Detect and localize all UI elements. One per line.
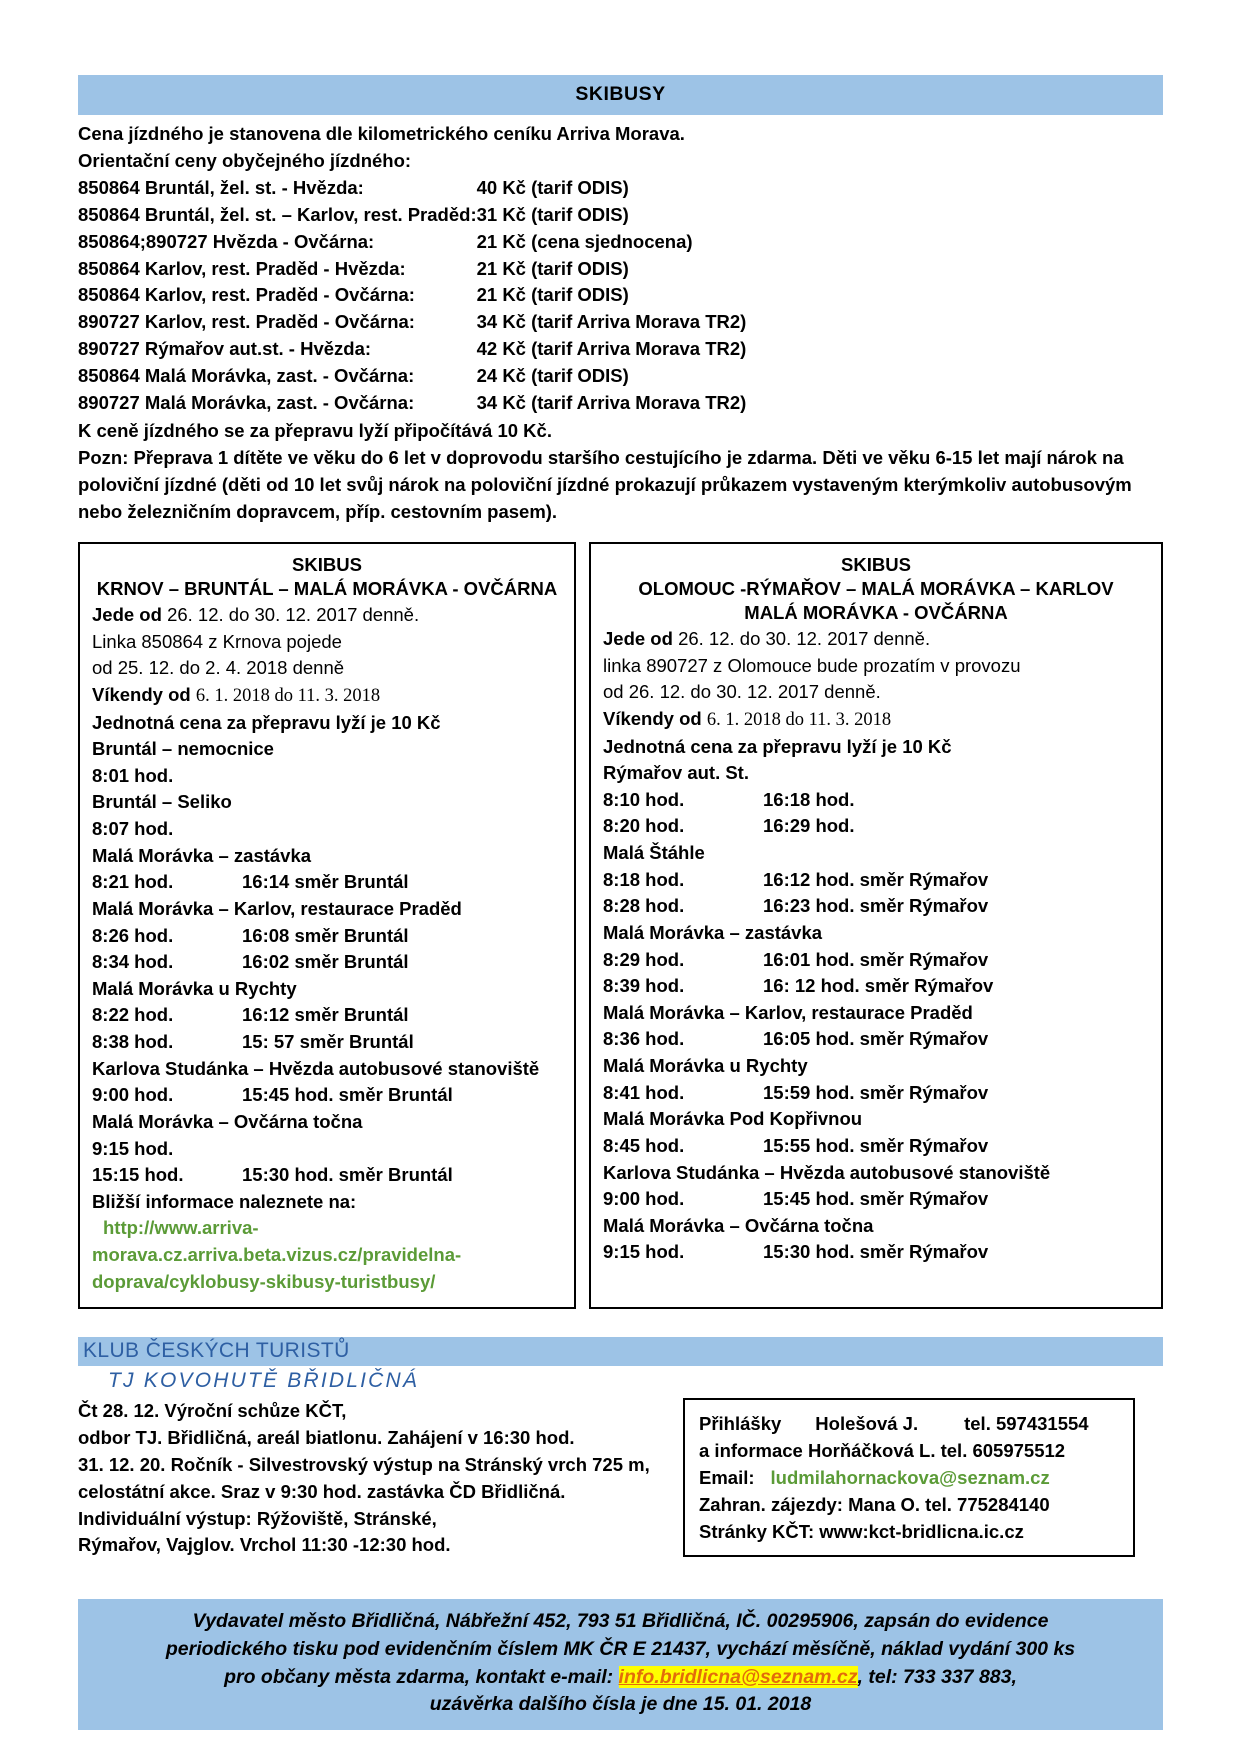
departure-time: 8:07 hod. <box>92 818 174 840</box>
left-more-info: Bližší informace naleznete na: <box>92 1190 357 1212</box>
price-route: 890727 Malá Morávka, zast. - Ovčárna: <box>78 392 415 414</box>
price-fare: 21 Kč (tarif ODIS) <box>476 257 629 279</box>
price-route: 850864 Karlov, rest. Praděd - Hvězda: <box>78 257 406 279</box>
stop-name: Bruntál – nemocnice <box>92 738 274 760</box>
kct-event-line: Čt 28. 12. Výroční schůze KČT, <box>78 1400 347 1422</box>
stop-time-row <box>92 923 562 950</box>
stop-time-row <box>92 1162 562 1189</box>
return-time: 16:12 hod. směr Rýmařov <box>763 868 989 890</box>
stop-name: Karlova Studánka – Hvězda autobusové stanoviště <box>603 1161 1051 1183</box>
kct-contact-box <box>683 1398 1135 1557</box>
skibusy-header-bar: SKIBUSY <box>78 75 1163 115</box>
price-row <box>78 202 746 229</box>
stop-name: Malá Morávka u Rychty <box>603 1055 808 1077</box>
departure-time: 9:15 hod. <box>603 1241 685 1263</box>
arriva-url-line-1: http://www.arriva- <box>103 1217 259 1239</box>
footer-contact-prefix: pro občany města zdarma, kontakt e-mail: <box>224 1665 619 1688</box>
return-time: 16:01 hod. směr Rýmařov <box>763 948 989 970</box>
stop-time-row <box>603 973 1149 1000</box>
contact-line-5: Stránky KČT: www:kct-bridlicna.ic.cz <box>699 1521 1024 1543</box>
right-jede-od-value: 26. 12. do 30. 12. 2017 denně. <box>678 628 931 650</box>
return-time: 16:08 směr Bruntál <box>242 924 409 946</box>
return-time: 16:02 směr Bruntál <box>242 951 409 973</box>
left-stop-list <box>92 736 562 1189</box>
stop-time-row <box>603 1186 1149 1213</box>
return-time: 15:45 hod. směr Bruntál <box>242 1084 453 1106</box>
right-stop-list <box>603 760 1149 1266</box>
stop-time-row <box>92 869 562 896</box>
kct-subtitle: TJ KOVOHUTĚ BŘIDLIČNÁ <box>108 1369 420 1393</box>
contact-line-1 <box>699 1410 1133 1437</box>
contact-email-label: Email: <box>699 1467 755 1489</box>
left-linka-line-2: od 25. 12. do 2. 4. 2018 denně <box>92 657 345 679</box>
skibus-box-krnov-bruntal <box>78 542 576 1309</box>
price-row <box>78 229 746 256</box>
return-time: 15: 57 směr Bruntál <box>242 1031 414 1053</box>
price-route: 850864;890727 Hvězda - Ovčárna: <box>78 230 375 252</box>
departure-time: 8:22 hod. <box>92 1004 174 1026</box>
stop-time-row <box>92 1082 562 1109</box>
schedule-boxes <box>78 542 1163 1309</box>
price-fare: 31 Kč (tarif ODIS) <box>476 203 629 225</box>
return-time: 15:30 hod. směr Rýmařov <box>763 1241 989 1263</box>
publisher-footer <box>78 1599 1163 1730</box>
departure-time: 9:00 hod. <box>92 1084 174 1106</box>
departure-time: 8:41 hod. <box>603 1081 685 1103</box>
price-route: 850864 Bruntál, žel. st. – Karlov, rest. Praděd: <box>78 203 477 225</box>
stop-name: Malá Morávka – Karlov, restaurace Praděd <box>92 897 462 919</box>
stop-time-row <box>603 893 1149 920</box>
kct-event-line: 31. 12. 20. Ročník - Silvestrovský výstup na Stránský vrch 725 m, <box>78 1453 650 1475</box>
price-fare: 42 Kč (tarif Arriva Morava TR2) <box>476 338 747 360</box>
departure-time: 9:15 hod. <box>92 1137 174 1159</box>
right-linka-line-2: od 26. 12. do 30. 12. 2017 denně. <box>603 681 881 703</box>
departure-time: 8:34 hod. <box>92 951 174 973</box>
footer-line-4: uzávěrka dalšího čísla je dne 15. 01. 2018 <box>429 1693 812 1716</box>
stop-time-row <box>92 949 562 976</box>
right-box-schedule <box>603 626 1149 1266</box>
return-time: 16:18 hod. <box>763 788 855 810</box>
intro-text <box>78 121 1163 175</box>
right-box-subtitle-line-2: MALÁ MORÁVKA - OVČÁRNA <box>744 602 1008 624</box>
right-price-note: Jednotná cena za přepravu lyží je 10 Kč <box>603 735 952 757</box>
return-time: 16:29 hod. <box>763 815 855 837</box>
contact-email-address[interactable]: ludmilahornackova@seznam.cz <box>770 1467 1050 1489</box>
departure-time: 8:21 hod. <box>92 871 174 893</box>
right-linka-line-1: linka 890727 z Olomouce bude prozatím v provozu <box>603 654 1021 676</box>
stop-time-row <box>603 813 1149 840</box>
right-vikendy <box>603 706 1149 734</box>
return-time: 16:14 směr Bruntál <box>242 871 409 893</box>
right-jede-od-label: Jede od <box>603 628 673 650</box>
return-time: 15:45 hod. směr Rýmařov <box>763 1188 989 1210</box>
footer-line-1: Vydavatel město Břidličná, Nábřežní 452, 793 51 Břidličná, IČ. 00295906, zapsán do evidence <box>192 1610 1049 1633</box>
departure-time: 8:20 hod. <box>603 815 685 837</box>
price-route: 850864 Bruntál, žel. st. - Hvězda: <box>78 176 364 198</box>
fare-price-table <box>78 175 746 417</box>
departure-time: 8:18 hod. <box>603 868 685 890</box>
stop-time-row <box>92 1136 562 1163</box>
stop-time-row <box>92 1029 562 1056</box>
intro-line-1: Cena jízdného je stanovena dle kilometrického ceníku Arriva Morava. <box>78 123 685 144</box>
kct-event-line: celostátní akce. Sraz v 9:30 hod. zastávka ČD Břidličná. <box>78 1480 566 1502</box>
price-route: 850864 Malá Morávka, zast. - Ovčárna: <box>78 365 415 387</box>
price-row <box>78 390 746 417</box>
departure-time: 8:10 hod. <box>603 788 685 810</box>
left-jede-od-value: 26. 12. do 30. 12. 2017 denně. <box>167 604 420 626</box>
kct-event-line: Individuální výstup: Rýžoviště, Stránské, <box>78 1507 437 1529</box>
stop-name: Karlova Studánka – Hvězda autobusové stanoviště <box>92 1057 540 1079</box>
contact-prihlasky-label: Přihlášky <box>699 1413 782 1435</box>
skibus-box-olomouc-rymarov <box>589 542 1163 1309</box>
departure-time: 8:29 hod. <box>603 948 685 970</box>
contact-line-2: a informace Horňáčková L. tel. 605975512 <box>699 1440 1066 1462</box>
stop-name: Malá Morávka – Karlov, restaurace Praděd <box>603 1001 973 1023</box>
footer-line-3 <box>92 1664 1149 1692</box>
left-vikendy <box>92 682 562 710</box>
footer-contact-suffix: , tel: 733 337 883, <box>857 1665 1017 1688</box>
right-vikendy-label: Víkendy od <box>603 707 702 729</box>
return-time: 16:23 hod. směr Rýmařov <box>763 895 989 917</box>
departure-time: 8:36 hod. <box>603 1028 685 1050</box>
pozn-line-1: Pozn: Přeprava 1 dítěte ve věku do 6 let v doprovodu staršího cestujícího je zdarma. Děti ve věku 6-15 let mají nárok na <box>78 446 1124 468</box>
right-box-title: SKIBUS <box>841 553 911 575</box>
left-box-subtitle: KRNOV – BRUNTÁL – MALÁ MORÁVKA - OVČÁRNA <box>96 578 558 600</box>
return-time: 16: 12 hod. směr Rýmařov <box>763 975 994 997</box>
departure-time: 8:38 hod. <box>92 1031 174 1053</box>
left-jede-od-label: Jede od <box>92 604 162 626</box>
pozn-line-2: poloviční jízdné (děti od 10 let svůj nárok na poloviční jízdné prokazují průkazem vystaveným kterýmkoliv autobusovým <box>78 473 1132 495</box>
kct-section <box>78 1337 1163 1559</box>
stop-name: Malá Morávka Pod Kopřivnou <box>603 1108 863 1130</box>
stop-time-row <box>92 1002 562 1029</box>
kct-event-line: Rýmařov, Vajglov. Vrchol 11:30 -12:30 hod. <box>78 1534 451 1556</box>
return-time: 16:12 směr Bruntál <box>242 1004 409 1026</box>
price-fare: 24 Kč (tarif ODIS) <box>476 365 629 387</box>
price-fare: 40 Kč (tarif ODIS) <box>476 176 629 198</box>
contact-phone: tel. 597431554 <box>964 1413 1089 1435</box>
price-fare: 21 Kč (cena sjednocena) <box>476 230 693 252</box>
left-vikendy-label: Víkendy od <box>92 683 191 705</box>
return-time: 15:30 hod. směr Bruntál <box>242 1164 453 1186</box>
departure-time: 8:45 hod. <box>603 1134 685 1156</box>
pozn-line-3: nebo železničním dopravcem, příp. cestovním pasem). <box>78 500 558 522</box>
kct-body <box>78 1398 1163 1559</box>
price-fare: 21 Kč (tarif ODIS) <box>476 284 629 306</box>
stop-name: Malá Morávka – Ovčárna točna <box>603 1214 874 1236</box>
departure-time: 8:28 hod. <box>603 895 685 917</box>
kct-event-line: odbor TJ. Břidličná, areál biatlonu. Zahájení v 16:30 hod. <box>78 1427 575 1449</box>
stop-name: Rýmařov aut. St. <box>603 762 749 784</box>
price-row <box>78 336 746 363</box>
left-linka-line-1: Linka 850864 z Krnova pojede <box>92 630 342 652</box>
stop-time-row <box>603 1080 1149 1107</box>
stop-name: Malá Štáhle <box>603 842 705 864</box>
stop-name: Bruntál – Seliko <box>92 791 232 813</box>
departure-time: 9:00 hod. <box>603 1188 685 1210</box>
left-jede-od <box>92 602 562 629</box>
return-time: 15:55 hod. směr Rýmařov <box>763 1134 989 1156</box>
footer-line-2: periodického tisku pod evidenčním číslem MK ČR E 21437, vychází měsíčně, náklad vydání 300 ks <box>165 1637 1076 1660</box>
contact-line-4: Zahran. zájezdy: Mana O. tel. 775284140 <box>699 1494 1050 1516</box>
left-box-title: SKIBUS <box>292 553 362 575</box>
left-price-note: Jednotná cena za přepravu lyží je 10 Kč <box>92 711 441 733</box>
newsletter-page <box>78 0 1163 1730</box>
departure-time: 15:15 hod. <box>92 1164 184 1186</box>
price-row <box>78 363 746 390</box>
stop-time-row <box>603 1239 1149 1266</box>
price-fare: 34 Kč (tarif Arriva Morava TR2) <box>476 311 747 333</box>
stop-time-row <box>92 816 562 843</box>
price-row <box>78 282 746 309</box>
contact-line-3 <box>699 1464 1133 1491</box>
stop-time-row <box>603 867 1149 894</box>
kct-event-list <box>78 1398 658 1559</box>
fare-notes <box>78 417 1163 525</box>
price-row <box>78 256 746 283</box>
stop-time-row <box>603 1133 1149 1160</box>
footer-email-address[interactable]: info.bridlicna@seznam.cz <box>618 1665 858 1688</box>
kct-banner: KLUB ČESKÝCH TURISTŮ <box>78 1337 1163 1366</box>
stop-name: Malá Morávka u Rychty <box>92 977 297 999</box>
stop-time-row <box>603 947 1149 974</box>
stop-name: Malá Morávka – zastávka <box>603 921 823 943</box>
arriva-url-line-2: morava.cz.arriva.beta.vizus.cz/pravidelna- <box>92 1244 462 1266</box>
departure-time: 8:01 hod. <box>92 764 174 786</box>
left-vikendy-value: 6. 1. 2018 do 11. 3. 2018 <box>195 685 381 706</box>
price-route: 850864 Karlov, rest. Praděd - Ovčárna: <box>78 284 415 306</box>
price-row <box>78 175 746 202</box>
price-route: 890727 Rýmařov aut.st. - Hvězda: <box>78 338 372 360</box>
return-time: 15:59 hod. směr Rýmařov <box>763 1081 989 1103</box>
stop-time-row <box>603 787 1149 814</box>
stop-time-row <box>92 763 562 790</box>
left-box-schedule <box>92 602 562 1215</box>
stop-name: Malá Morávka – zastávka <box>92 844 312 866</box>
arriva-url-link[interactable] <box>92 1215 562 1295</box>
price-route: 890727 Karlov, rest. Praděd - Ovčárna: <box>78 311 415 333</box>
right-vikendy-value: 6. 1. 2018 do 11. 3. 2018 <box>706 709 892 730</box>
intro-line-2: Orientační ceny obyčejného jízdného: <box>78 149 412 171</box>
departure-time: 8:26 hod. <box>92 924 174 946</box>
right-jede-od <box>603 626 1149 653</box>
stop-name: Malá Morávka – Ovčárna točna <box>92 1110 363 1132</box>
arriva-url-line-3: doprava/cyklobusy-skibusy-turistbusy/ <box>92 1270 436 1292</box>
contact-person-name: Holešová J. <box>815 1413 919 1435</box>
right-box-subtitle-line-1: OLOMOUC -RÝMAŘOV – MALÁ MORÁVKA – KARLOV <box>638 578 1114 600</box>
price-row <box>78 309 746 336</box>
ski-surcharge-note: K ceně jízdného se za přepravu lyží připočítává 10 Kč. <box>78 419 552 441</box>
price-fare: 34 Kč (tarif Arriva Morava TR2) <box>476 392 747 414</box>
departure-time: 8:39 hod. <box>603 975 685 997</box>
stop-time-row <box>603 1026 1149 1053</box>
return-time: 16:05 hod. směr Rýmařov <box>763 1028 989 1050</box>
